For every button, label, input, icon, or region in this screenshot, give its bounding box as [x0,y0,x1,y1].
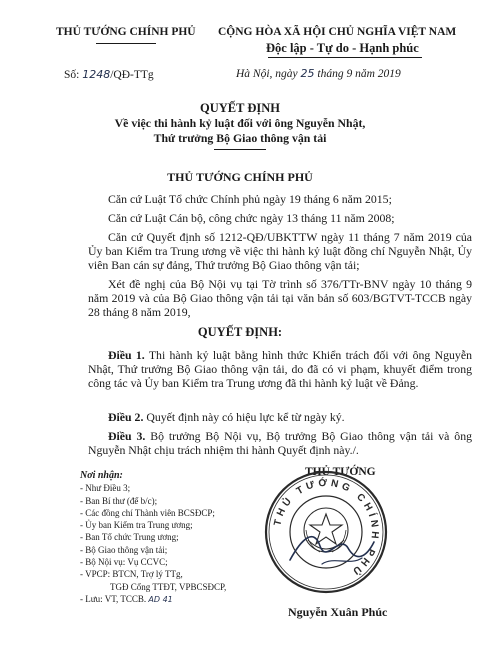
recipients-title: Nơi nhận: [80,470,123,481]
date-prefix: Hà Nội, ngày [236,68,298,80]
recipient-item: - Các đồng chí Thành viên BCSĐCP; [80,507,215,518]
preamble-law-government: Căn cứ Luật Tổ chức Chính phủ ngày 19 tháng 6 năm 2015; [108,192,392,206]
seal-inner-ring [290,496,362,568]
article-1-label: Điều 1. [108,348,145,362]
date-day-handwritten: 25 [300,67,315,80]
recipient-item: TGĐ Cổng TTĐT, VPBCSĐCP, [110,581,227,592]
date-suffix: tháng 9 năm 2019 [317,68,401,80]
country-name: CỘNG HÒA XÃ HỘI CHỦ NGHĨA VIỆT NAM [218,26,457,38]
article-3-text: Bộ trưởng Bộ Nội vụ, Bộ trưởng Bộ Giao thông vận tải và ông Nguyễn Nhật chịu trách nhiệm thi hành Quyết định này./. [88,429,472,458]
recipient-item: - Bộ Nội vụ: Vụ CCVC; [80,557,168,568]
issuer-underline [96,43,156,44]
signature-flourish [322,558,362,564]
number-prefix: Số: [64,69,80,81]
recipient-item: - Như Điều 3; [80,483,131,494]
article-1-text: Thi hành kỷ luật bằng hình thức Khiển trách đối với ông Nguyễn Nhật, Thứ trưởng Bộ Giao thông vận tải, do đã có vi phạm, khuyết điểm trong công tác và Ủy ban Kiểm tra Trung ương đã thi hành kỷ luật về Đảng. [88,348,472,391]
motto-underline [268,57,422,58]
seal-outer-ring-inner [269,475,383,589]
signer-title: THỦ TƯỚNG [305,466,376,478]
recipient-item: - VPCP: BTCN, Trợ lý TTg, [80,569,183,580]
recipient-item [80,593,226,606]
document-type-heading: QUYẾT ĐỊNH [200,101,280,115]
recipients-list [80,470,226,606]
number-suffix: /QĐ-TTg [110,69,154,81]
subject-line-1: Về việc thi hành kỷ luật đối với ông Nguyễn Nhật, [114,116,366,130]
seal-emblem [304,508,348,552]
preamble-law-officials: Căn cứ Luật Cán bộ, công chức ngày 13 tháng 11 năm 2008; [108,211,395,225]
article-2 [88,410,472,424]
preamble-party-decision: Căn cứ Quyết định số 1212-QĐ/UBKTTW ngày 11 tháng 7 năm 2019 của Ủy ban Kiểm tra Trung ương về việc thi hành kỷ luật đồng chí Nguyễn Nhật, Ủy viên Ban cán sự đảng, Thứ trưởng Bộ Giao thông vận tải; [88,230,472,273]
handwritten-note: AD 41 [148,594,173,604]
signer-name: Nguyễn Xuân Phúc [288,605,388,619]
article-1 [88,348,472,391]
article-3-label: Điều 3. [108,429,146,443]
article-3 [88,429,472,457]
subject-line-2: Thứ trưởng Bộ Giao thông vận tải [153,131,327,145]
issuer-name: THỦ TƯỚNG CHÍNH PHỦ [56,26,196,38]
recipient-item: - Bộ Giao thông vận tải; [80,544,168,555]
official-seal [262,468,390,596]
issuing-authority: THỦ TƯỚNG CHÍNH PHỦ [167,170,313,184]
recipient-item: - Ban Bí thư (để b/c); [80,495,158,506]
document-date [236,67,401,80]
number-handwritten: 1248 [82,68,111,81]
article-2-label: Điều 2. [108,410,144,424]
document-number [64,68,154,81]
recipient-item: - Ủy ban Kiểm tra Trung ương; [80,520,193,531]
seal-text: THỦ TƯỚNG CHÍNH PHỦ [272,477,381,579]
recipient-archive: - Lưu: VT, TCCB. [80,593,147,604]
preamble-proposal: Xét đề nghị của Bộ Nội vụ tại Tờ trình số 376/TTr-BNV ngày 10 tháng 9 năm 2019 và của Bộ Giao thông vận tải tại văn bản số 603/BGTVT-TCCB ngày 28 tháng 8 năm 2019, [88,277,472,320]
subject-underline [214,149,266,150]
national-motto: Độc lập - Tự do - Hạnh phúc [266,41,419,55]
seal-outer-ring [266,472,386,592]
recipient-item: - Ban Tổ chức Trung ương; [80,532,179,543]
article-2-text: Quyết định này có hiệu lực kể từ ngày ký. [146,410,345,424]
decision-heading: QUYẾT ĐỊNH: [197,325,283,339]
